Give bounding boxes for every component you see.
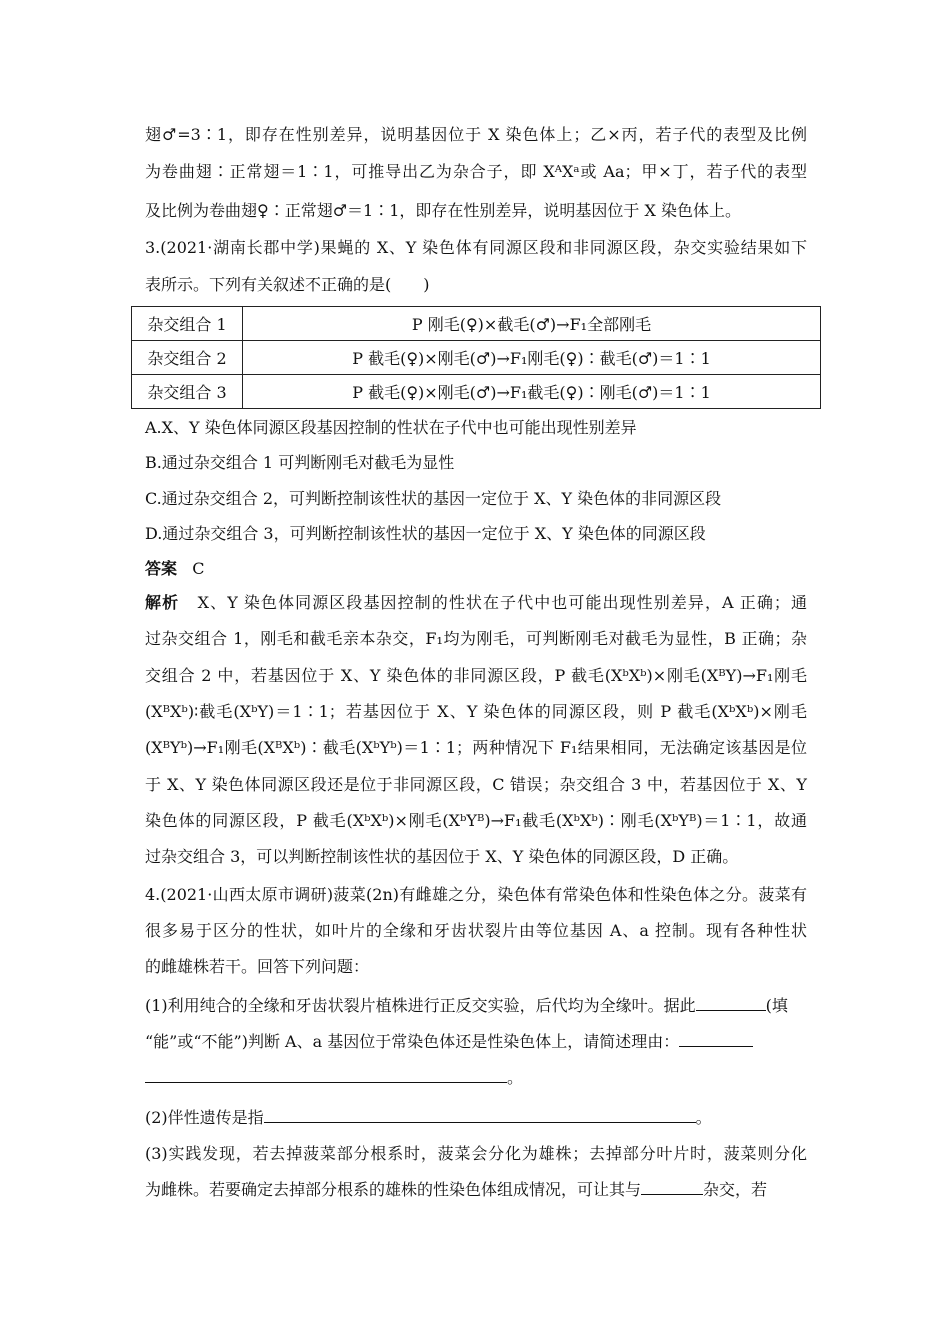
cross-name: 杂交组合 2 xyxy=(132,341,243,375)
cross-name: 杂交组合 3 xyxy=(132,375,243,409)
q4-part1-text: (1)利用纯合的全缘和牙齿状裂片植株进行正反交实验，后代均为全缘叶。据此 xyxy=(145,996,696,1015)
intro-line-1: 翅♂=3∶1，即存在性别差异，说明基因位于 X 染色体上；乙×丙，若子代的表型及比例 xyxy=(145,125,807,144)
q4-part3-text-b: 杂交，若 xyxy=(703,1180,768,1199)
intro-line-3: 及比例为卷曲翅♀∶正常翅♂＝1∶1，即存在性别差异，说明基因位于 X 染色体上。 xyxy=(145,201,741,220)
analysis-line-2: 过杂交组合 1，刚毛和截毛亲本杂交，F₁均为刚毛，可判断刚毛对截毛为显性，B 正确；杂 xyxy=(145,629,807,648)
q4-part3-text: 为雌株。若要确定去掉部分根系的雄株的性染色体组成情况，可让其与 xyxy=(145,1180,642,1199)
q4-part3-line-1: (3)实践发现，若去掉菠菜部分根系时，菠菜会分化为雄株；去掉部分叶片时，菠菜则分化 xyxy=(145,1144,807,1163)
answer-blank[interactable] xyxy=(264,1102,696,1123)
analysis-line-1 xyxy=(145,586,807,620)
answer-blank[interactable] xyxy=(696,990,766,1011)
q4-part1-text-b: (填 xyxy=(765,996,788,1015)
cross-result: P 刚毛(♀)×截毛(♂)→F₁全部刚毛 xyxy=(243,307,821,341)
answer-blank[interactable] xyxy=(145,1062,507,1083)
analysis-line-6: 于 X、Y 染色体同源区段还是位于非同源区段，C 错误；杂交组合 3 中，若基因位于 X、Y xyxy=(145,775,807,794)
q4-part2-text: (2)伴性遗传是指 xyxy=(145,1108,264,1127)
answer-line xyxy=(145,552,807,586)
cross-name: 杂交组合 1 xyxy=(132,307,243,341)
q4-part1-text-c: “能”或“不能”)判断 A、a 基因位于常染色体还是性染色体上，请简述理由： xyxy=(145,1032,680,1051)
analysis-line-4: (XᴮXᵇ)∶截毛(XᵇY)＝1∶1；若基因位于 X、Y 染色体的同源区段，则 P 截毛(XᵇXᵇ)×刚毛 xyxy=(145,702,807,721)
q4-part1-line-3 xyxy=(145,1061,807,1095)
answer-blank[interactable] xyxy=(679,1026,753,1047)
q4-part1-line-1 xyxy=(145,989,807,1023)
option-c: C.通过杂交组合 2，可判断控制该性状的基因一定位于 X、Y 染色体的非同源区段 xyxy=(145,489,722,508)
q4-part2-line xyxy=(145,1101,807,1135)
table-row xyxy=(132,375,821,409)
q4-part3-line-2 xyxy=(145,1173,807,1207)
table-row xyxy=(132,307,821,341)
analysis-text: X、Y 染色体同源区段基因控制的性状在子代中也可能出现性别差异，A 正确；通 xyxy=(197,593,807,612)
q4-part1-end: 。 xyxy=(507,1068,524,1087)
analysis-line-5: (XᴮYᵇ)→F₁刚毛(XᴮXᵇ)∶截毛(XᵇYᵇ)＝1∶1；两种情况下 F₁结果相同，无法确定该基因是位 xyxy=(145,738,807,757)
option-b: B.通过杂交组合 1 可判断刚毛对截毛为显性 xyxy=(145,453,455,472)
table-row xyxy=(132,341,821,375)
q4-part2-end: 。 xyxy=(695,1108,712,1127)
q4-stem-line-3: 的雌雄株若干。回答下列问题： xyxy=(145,957,370,976)
answer-value: C xyxy=(192,559,205,578)
intro-line-2: 为卷曲翅∶正常翅＝1∶1，可推导出乙为杂合子，即 XᴬXᵃ或 Aa；甲×丁，若子代的表型 xyxy=(145,162,807,181)
cross-result: P 截毛(♀)×刚毛(♂)→F₁截毛(♀)∶刚毛(♂)＝1∶1 xyxy=(243,375,821,409)
option-a: A.X、Y 染色体同源区段基因控制的性状在子代中也可能出现性别差异 xyxy=(145,418,637,437)
q4-part1-line-2 xyxy=(145,1025,807,1059)
analysis-line-7: 染色体的同源区段，P 截毛(XᵇXᵇ)×刚毛(XᵇYᴮ)→F₁截毛(XᵇXᵇ)∶刚毛(XᵇYᴮ)＝1∶1，故通 xyxy=(145,811,807,830)
cross-result: P 截毛(♀)×刚毛(♂)→F₁刚毛(♀)∶截毛(♂)＝1∶1 xyxy=(243,341,821,375)
analysis-label: 解析 xyxy=(145,593,180,612)
q4-stem-line-2: 很多易于区分的性状，如叶片的全缘和牙齿状裂片由等位基因 A、a 控制。现有各种性状 xyxy=(145,921,807,940)
q4-stem-line-1: 4.(2021·山西太原市调研)菠菜(2n)有雌雄之分，染色体有常染色体和性染色体之分。菠菜有 xyxy=(145,885,807,904)
answer-label: 答案 xyxy=(145,559,178,578)
q3-stem-line-2: 表所示。下列有关叙述不正确的是( ) xyxy=(145,275,430,294)
cross-table xyxy=(131,306,821,409)
answer-blank[interactable] xyxy=(641,1174,703,1195)
option-d: D.通过杂交组合 3，可判断控制该性状的基因一定位于 X、Y 染色体的同源区段 xyxy=(145,524,706,543)
analysis-line-3: 交组合 2 中，若基因位于 X、Y 染色体的非同源区段，P 截毛(XᵇXᵇ)×刚毛(XᴮY)→F₁刚毛 xyxy=(145,666,807,685)
analysis-line-8: 过杂交组合 3，可以判断控制该性状的基因位于 X、Y 染色体的同源区段，D 正确。 xyxy=(145,847,739,866)
q3-stem-line-1: 3.(2021·湖南长郡中学)果蝇的 X、Y 染色体有同源区段和非同源区段，杂交实验结果如下 xyxy=(145,238,807,257)
